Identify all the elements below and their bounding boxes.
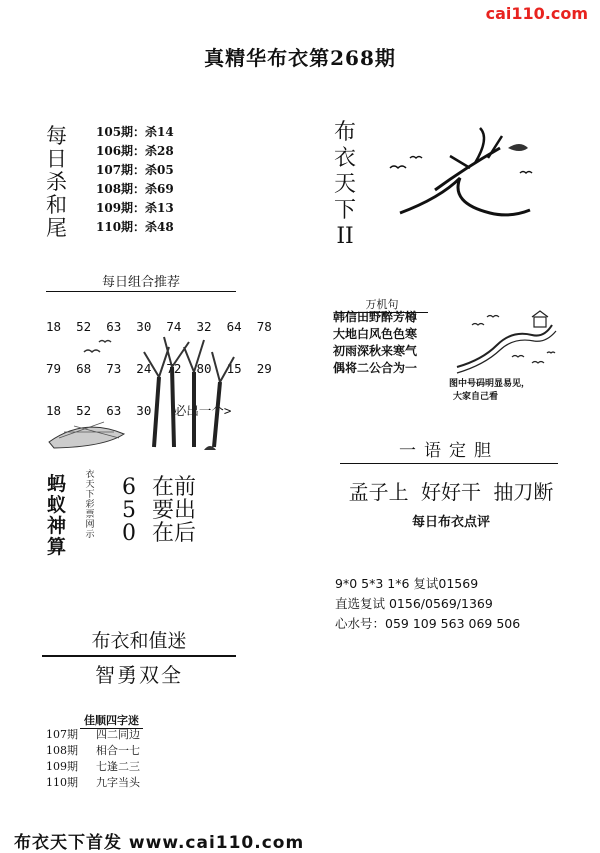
heading-char: 天 bbox=[334, 172, 357, 197]
heading-char: 算 bbox=[47, 536, 67, 558]
heading-char: 布 bbox=[334, 120, 357, 145]
poem-caption bbox=[449, 376, 530, 402]
great-wall-illustration bbox=[452, 305, 562, 377]
poem-title: 万机句 bbox=[336, 296, 428, 313]
number-line: 9*0 5*3 1*6 复试01569 bbox=[335, 576, 479, 591]
ant-row bbox=[122, 499, 196, 522]
period-label: 107期 bbox=[46, 728, 78, 741]
site-watermark: cai110.com bbox=[485, 4, 588, 23]
small-char: 彩 bbox=[85, 500, 95, 510]
list-item bbox=[46, 775, 140, 791]
combo-row: 79 68 73 24 72 80 15 29 bbox=[46, 361, 272, 376]
poem-line: 大地白风色色寒 bbox=[333, 327, 418, 341]
kill-tail-list bbox=[96, 123, 174, 237]
combo-row: 18 52 63 30 必出一个> bbox=[46, 403, 232, 418]
list-item: 107期：杀05 bbox=[96, 163, 174, 177]
heading-char: 杀 bbox=[46, 170, 67, 194]
list-item bbox=[46, 759, 140, 775]
heading-char: 日 bbox=[46, 147, 67, 171]
list-item: 110期：杀48 bbox=[96, 220, 174, 234]
footer-text: 布衣天下首发 www.cai110.com bbox=[14, 833, 305, 853]
bird-branch-illustration bbox=[380, 118, 550, 228]
tree-landscape-illustration bbox=[44, 322, 244, 452]
small-char: 下 bbox=[85, 490, 95, 500]
ant-num: 6 bbox=[122, 475, 136, 500]
yiyu-title: 一语定胆 bbox=[340, 436, 558, 464]
riddle-text: 四二同边 bbox=[96, 728, 140, 741]
ant-num: 0 bbox=[122, 521, 136, 546]
ant-text: 要出 bbox=[152, 498, 197, 523]
riddle-text: 九字当头 bbox=[96, 776, 140, 789]
period-label: 110期 bbox=[46, 776, 78, 789]
heading-char: 尾 bbox=[46, 216, 67, 240]
heading-char: II bbox=[336, 224, 354, 249]
ant-rows bbox=[122, 476, 196, 545]
heading-char: 和 bbox=[46, 193, 67, 217]
ant-small-text bbox=[82, 470, 98, 540]
list-item: 106期：杀28 bbox=[96, 144, 174, 158]
list-item: 105期：杀14 bbox=[96, 125, 174, 139]
number-picks bbox=[335, 574, 520, 634]
number-line: 直选复试 0156/0569/1369 bbox=[335, 596, 493, 611]
heading-char: 蚁 bbox=[47, 494, 67, 516]
period-label: 109期 bbox=[46, 760, 78, 773]
poem-line: 韩信田野醉芳樽 bbox=[333, 310, 418, 324]
list-item bbox=[46, 743, 140, 759]
kill-tail-heading bbox=[46, 125, 67, 240]
riddle-title: 布衣和值迷 bbox=[42, 626, 236, 657]
ant-row bbox=[122, 476, 196, 499]
heading-char: 衣 bbox=[334, 146, 357, 171]
ant-text: 在前 bbox=[152, 475, 197, 500]
heading-char: 下 bbox=[334, 198, 357, 223]
poem-line: 初雨深秋来寒气 bbox=[333, 344, 418, 358]
period-label: 108期 bbox=[46, 744, 78, 757]
caption-line: 大家自己看 bbox=[453, 392, 499, 402]
number-line: 心水号：059 109 563 069 506 bbox=[335, 616, 521, 631]
ant-num: 5 bbox=[122, 498, 136, 523]
four-char-list bbox=[46, 727, 140, 791]
combo-row: 18 52 63 30 74 32 64 78 bbox=[46, 319, 272, 334]
four-char-title: 佳顺四字迷 bbox=[80, 712, 143, 729]
riddle-text: 七逢二三 bbox=[96, 760, 140, 773]
heading-char: 神 bbox=[47, 515, 67, 537]
combo-title: 每日组合推荐 bbox=[46, 271, 236, 292]
list-item bbox=[46, 727, 140, 743]
poem-lines bbox=[333, 309, 417, 377]
riddle-answer: 智勇双全 bbox=[95, 663, 183, 687]
list-item: 109期：杀13 bbox=[96, 201, 174, 215]
small-char: 网 bbox=[85, 520, 95, 530]
ant-heading bbox=[47, 474, 66, 558]
yiyu-subtitle: 每日布衣点评 bbox=[411, 515, 490, 530]
small-char: 示 bbox=[85, 530, 95, 540]
small-char: 票 bbox=[85, 510, 95, 520]
ant-row bbox=[122, 522, 196, 545]
ant-text: 在后 bbox=[152, 521, 197, 546]
heading-char: 每 bbox=[46, 124, 67, 148]
buyi-heading bbox=[334, 120, 356, 250]
small-char: 衣 bbox=[85, 470, 95, 480]
caption-line: 图中号码明显易见， bbox=[449, 379, 531, 389]
page-title: 真精华布衣第268期 bbox=[204, 46, 396, 70]
yiyu-text: 孟子上 好好干 抽刀断 bbox=[348, 480, 554, 504]
riddle-text: 相合一七 bbox=[96, 744, 140, 757]
heading-char: 蚂 bbox=[47, 473, 67, 495]
small-char: 天 bbox=[85, 480, 95, 490]
list-item: 108期：杀69 bbox=[96, 182, 174, 196]
poem-line: 偶将二公合为一 bbox=[333, 361, 418, 375]
